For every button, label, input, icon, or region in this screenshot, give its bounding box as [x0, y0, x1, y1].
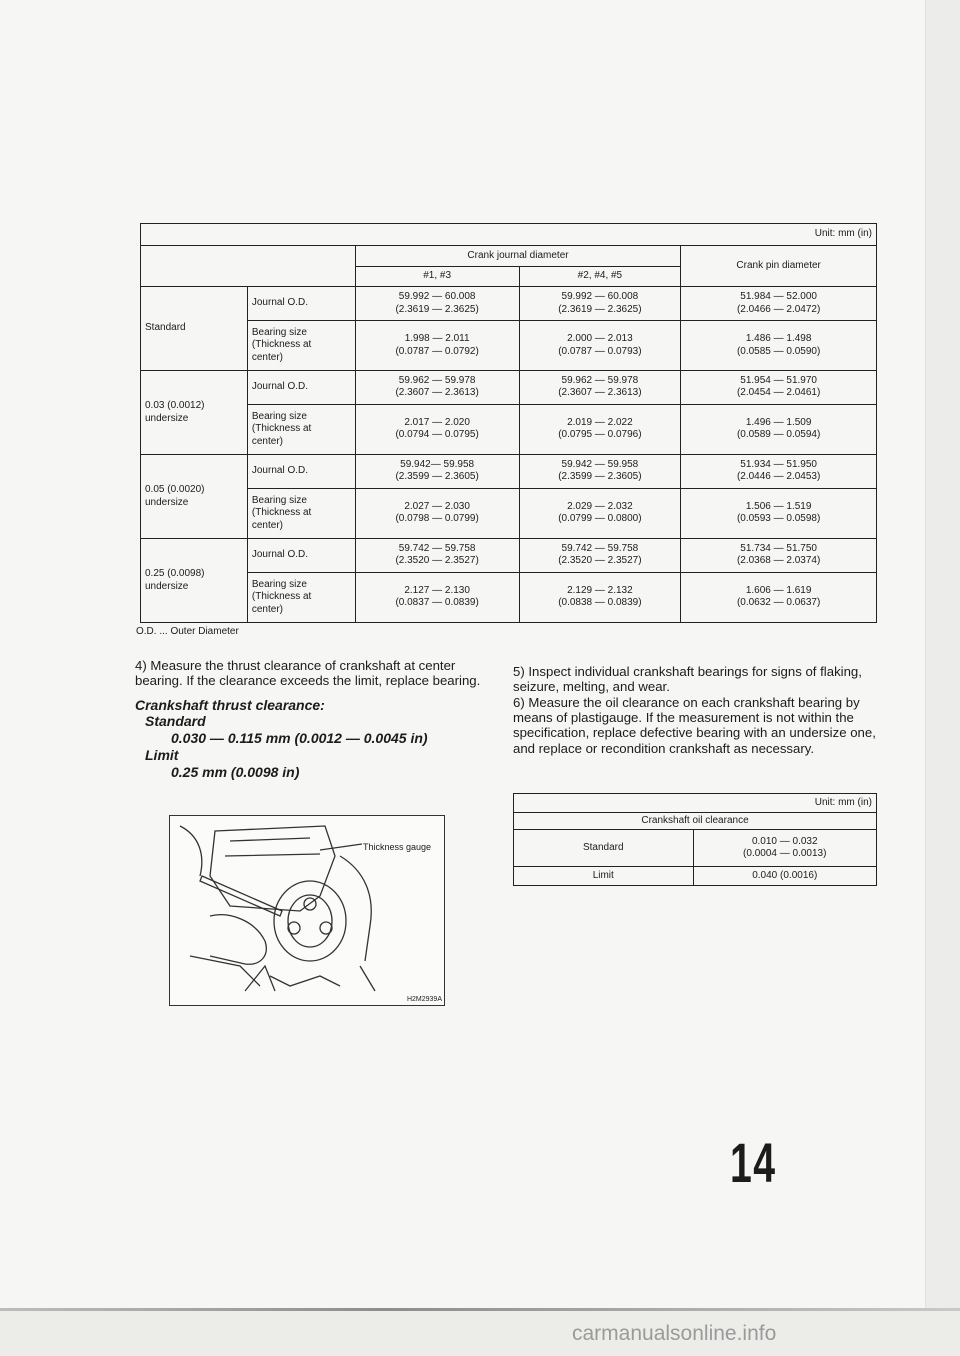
- journal-1-3-cell: 59.962 — 59.978 (2.3607 — 2.3613): [355, 371, 519, 405]
- journal-1-3-cell: 1.998 — 2.011 (0.0787 — 0.0792): [355, 320, 519, 370]
- crank-pin-cell: 51.954 — 51.970 (2.0454 — 2.0461): [681, 371, 877, 405]
- journal-2-4-5-cell: 2.000 — 2.013 (0.0787 — 0.0793): [519, 320, 681, 370]
- step-6-text: 6) Measure the oil clearance on each crankshaft bearing by means of plastigauge. If the measurement is not within the specification, replace defective bearing with an undersize one, and replace or recondition crankshaft as necessary.: [513, 694, 876, 756]
- table-row: [141, 488, 877, 538]
- table-row: [141, 287, 877, 321]
- site-watermark: carmanualsonline.info: [572, 1322, 777, 1345]
- crank-pin-cell: 1.496 — 1.509 (0.0589 — 0.0594): [681, 404, 877, 454]
- crank-diameter-table: [140, 223, 877, 623]
- oil-limit-value: 0.040 (0.0016): [693, 866, 877, 885]
- header-col-2-4-5: #2, #4, #5: [519, 266, 681, 287]
- figure-code: H2M2939A: [406, 996, 442, 1003]
- table-unit: Unit: mm (in): [141, 224, 877, 246]
- bearing-inspection-section: [513, 664, 881, 756]
- journal-2-4-5-cell: 59.992 — 60.008 (2.3619 — 2.3625): [519, 287, 681, 321]
- table-caption: O.D. ... Outer Diameter: [136, 626, 239, 637]
- crank-pin-cell: 1.606 — 1.619 (0.0632 — 0.0637): [681, 572, 877, 622]
- journal-2-4-5-cell: 2.029 — 2.032 (0.0799 — 0.0800): [519, 488, 681, 538]
- crank-pin-cell: 51.734 — 51.750 (2.0368 — 2.0374): [681, 539, 877, 573]
- journal-1-3-cell: 2.027 — 2.030 (0.0798 — 0.0799): [355, 488, 519, 538]
- table-row: [141, 320, 877, 370]
- group-label: 0.03 (0.0012) undersize: [141, 371, 248, 455]
- step-5-text: 5) Inspect individual crankshaft bearings for signs of flaking, seizure, melting, and wear.: [513, 664, 862, 695]
- journal-1-3-cell: 2.017 — 2.020 (0.0794 — 0.0795): [355, 404, 519, 454]
- thrust-clearance-spec: [135, 697, 500, 781]
- crank-pin-cell: 1.506 — 1.519 (0.0593 — 0.0598): [681, 488, 877, 538]
- header-journal: Crank journal diameter: [355, 245, 681, 266]
- journal-1-3-cell: 2.127 — 2.130 (0.0837 — 0.0839): [355, 572, 519, 622]
- spec-standard-value: 0.030 — 0.115 mm (0.0012 — 0.0045 in): [171, 730, 428, 747]
- page-edge-shadow: [925, 0, 960, 1310]
- spec-standard-label: Standard: [145, 713, 206, 730]
- oil-standard-value: 0.010 — 0.032 (0.0004 — 0.0013): [693, 830, 877, 866]
- oil-clearance-table: [513, 793, 877, 886]
- table-row: [141, 404, 877, 454]
- item-cell: Journal O.D.: [247, 539, 355, 573]
- item-cell: Journal O.D.: [247, 287, 355, 321]
- table-row: [141, 455, 877, 489]
- group-label: 0.25 (0.0098) undersize: [141, 539, 248, 623]
- crank-pin-cell: 51.934 — 51.950 (2.0446 — 2.0453): [681, 455, 877, 489]
- page-number: 14: [730, 1131, 777, 1194]
- spec-title: Crankshaft thrust clearance:: [135, 696, 325, 713]
- journal-2-4-5-cell: 59.962 — 59.978 (2.3607 — 2.3613): [519, 371, 681, 405]
- spec-limit-value: 0.25 mm (0.0098 in): [171, 763, 300, 780]
- journal-2-4-5-cell: 59.942 — 59.958 (2.3599 — 2.3605): [519, 455, 681, 489]
- journal-1-3-cell: 59.742 — 59.758 (2.3520 — 2.3527): [355, 539, 519, 573]
- table-body: [141, 287, 877, 623]
- journal-2-4-5-cell: 2.129 — 2.132 (0.0838 — 0.0839): [519, 572, 681, 622]
- item-cell: Journal O.D.: [247, 371, 355, 405]
- oil-standard-label: Standard: [514, 830, 694, 866]
- journal-1-3-cell: 59.942— 59.958 (2.3599 — 2.3605): [355, 455, 519, 489]
- journal-2-4-5-cell: 59.742 — 59.758 (2.3520 — 2.3527): [519, 539, 681, 573]
- thrust-clearance-section: [135, 658, 500, 781]
- page-bottom-strip: [0, 1311, 960, 1356]
- table-row: [141, 539, 877, 573]
- crank-pin-cell: 1.486 — 1.498 (0.0585 — 0.0590): [681, 320, 877, 370]
- figure-label: Thickness gauge: [363, 842, 432, 852]
- item-cell: Bearing size (Thickness at center): [247, 572, 355, 622]
- thickness-gauge-illustration: [169, 815, 445, 1006]
- item-cell: Bearing size (Thickness at center): [247, 404, 355, 454]
- group-label: 0.05 (0.0020) undersize: [141, 455, 248, 539]
- item-cell: Bearing size (Thickness at center): [247, 488, 355, 538]
- oil-limit-label: Limit: [514, 866, 694, 885]
- table-row: [141, 572, 877, 622]
- group-label: Standard: [141, 287, 248, 371]
- crank-pin-cell: 51.984 — 52.000 (2.0466 — 2.0472): [681, 287, 877, 321]
- item-cell: Journal O.D.: [247, 455, 355, 489]
- item-cell: Bearing size (Thickness at center): [247, 320, 355, 370]
- journal-1-3-cell: 59.992 — 60.008 (2.3619 — 2.3625): [355, 287, 519, 321]
- table-corner-cell: [141, 245, 356, 286]
- header-col-1-3: #1, #3: [355, 266, 519, 287]
- journal-2-4-5-cell: 2.019 — 2.022 (0.0795 — 0.0796): [519, 404, 681, 454]
- oil-table-unit: Unit: mm (in): [514, 794, 877, 813]
- table-row: [141, 371, 877, 405]
- oil-table-header: Crankshaft oil clearance: [514, 813, 877, 830]
- spec-limit-label: Limit: [145, 747, 179, 764]
- step-4-text: 4) Measure the thrust clearance of crankshaft at center bearing. If the clearance exceeds the limit, replace bearing.: [135, 658, 481, 689]
- header-crank-pin: Crank pin diameter: [681, 245, 877, 286]
